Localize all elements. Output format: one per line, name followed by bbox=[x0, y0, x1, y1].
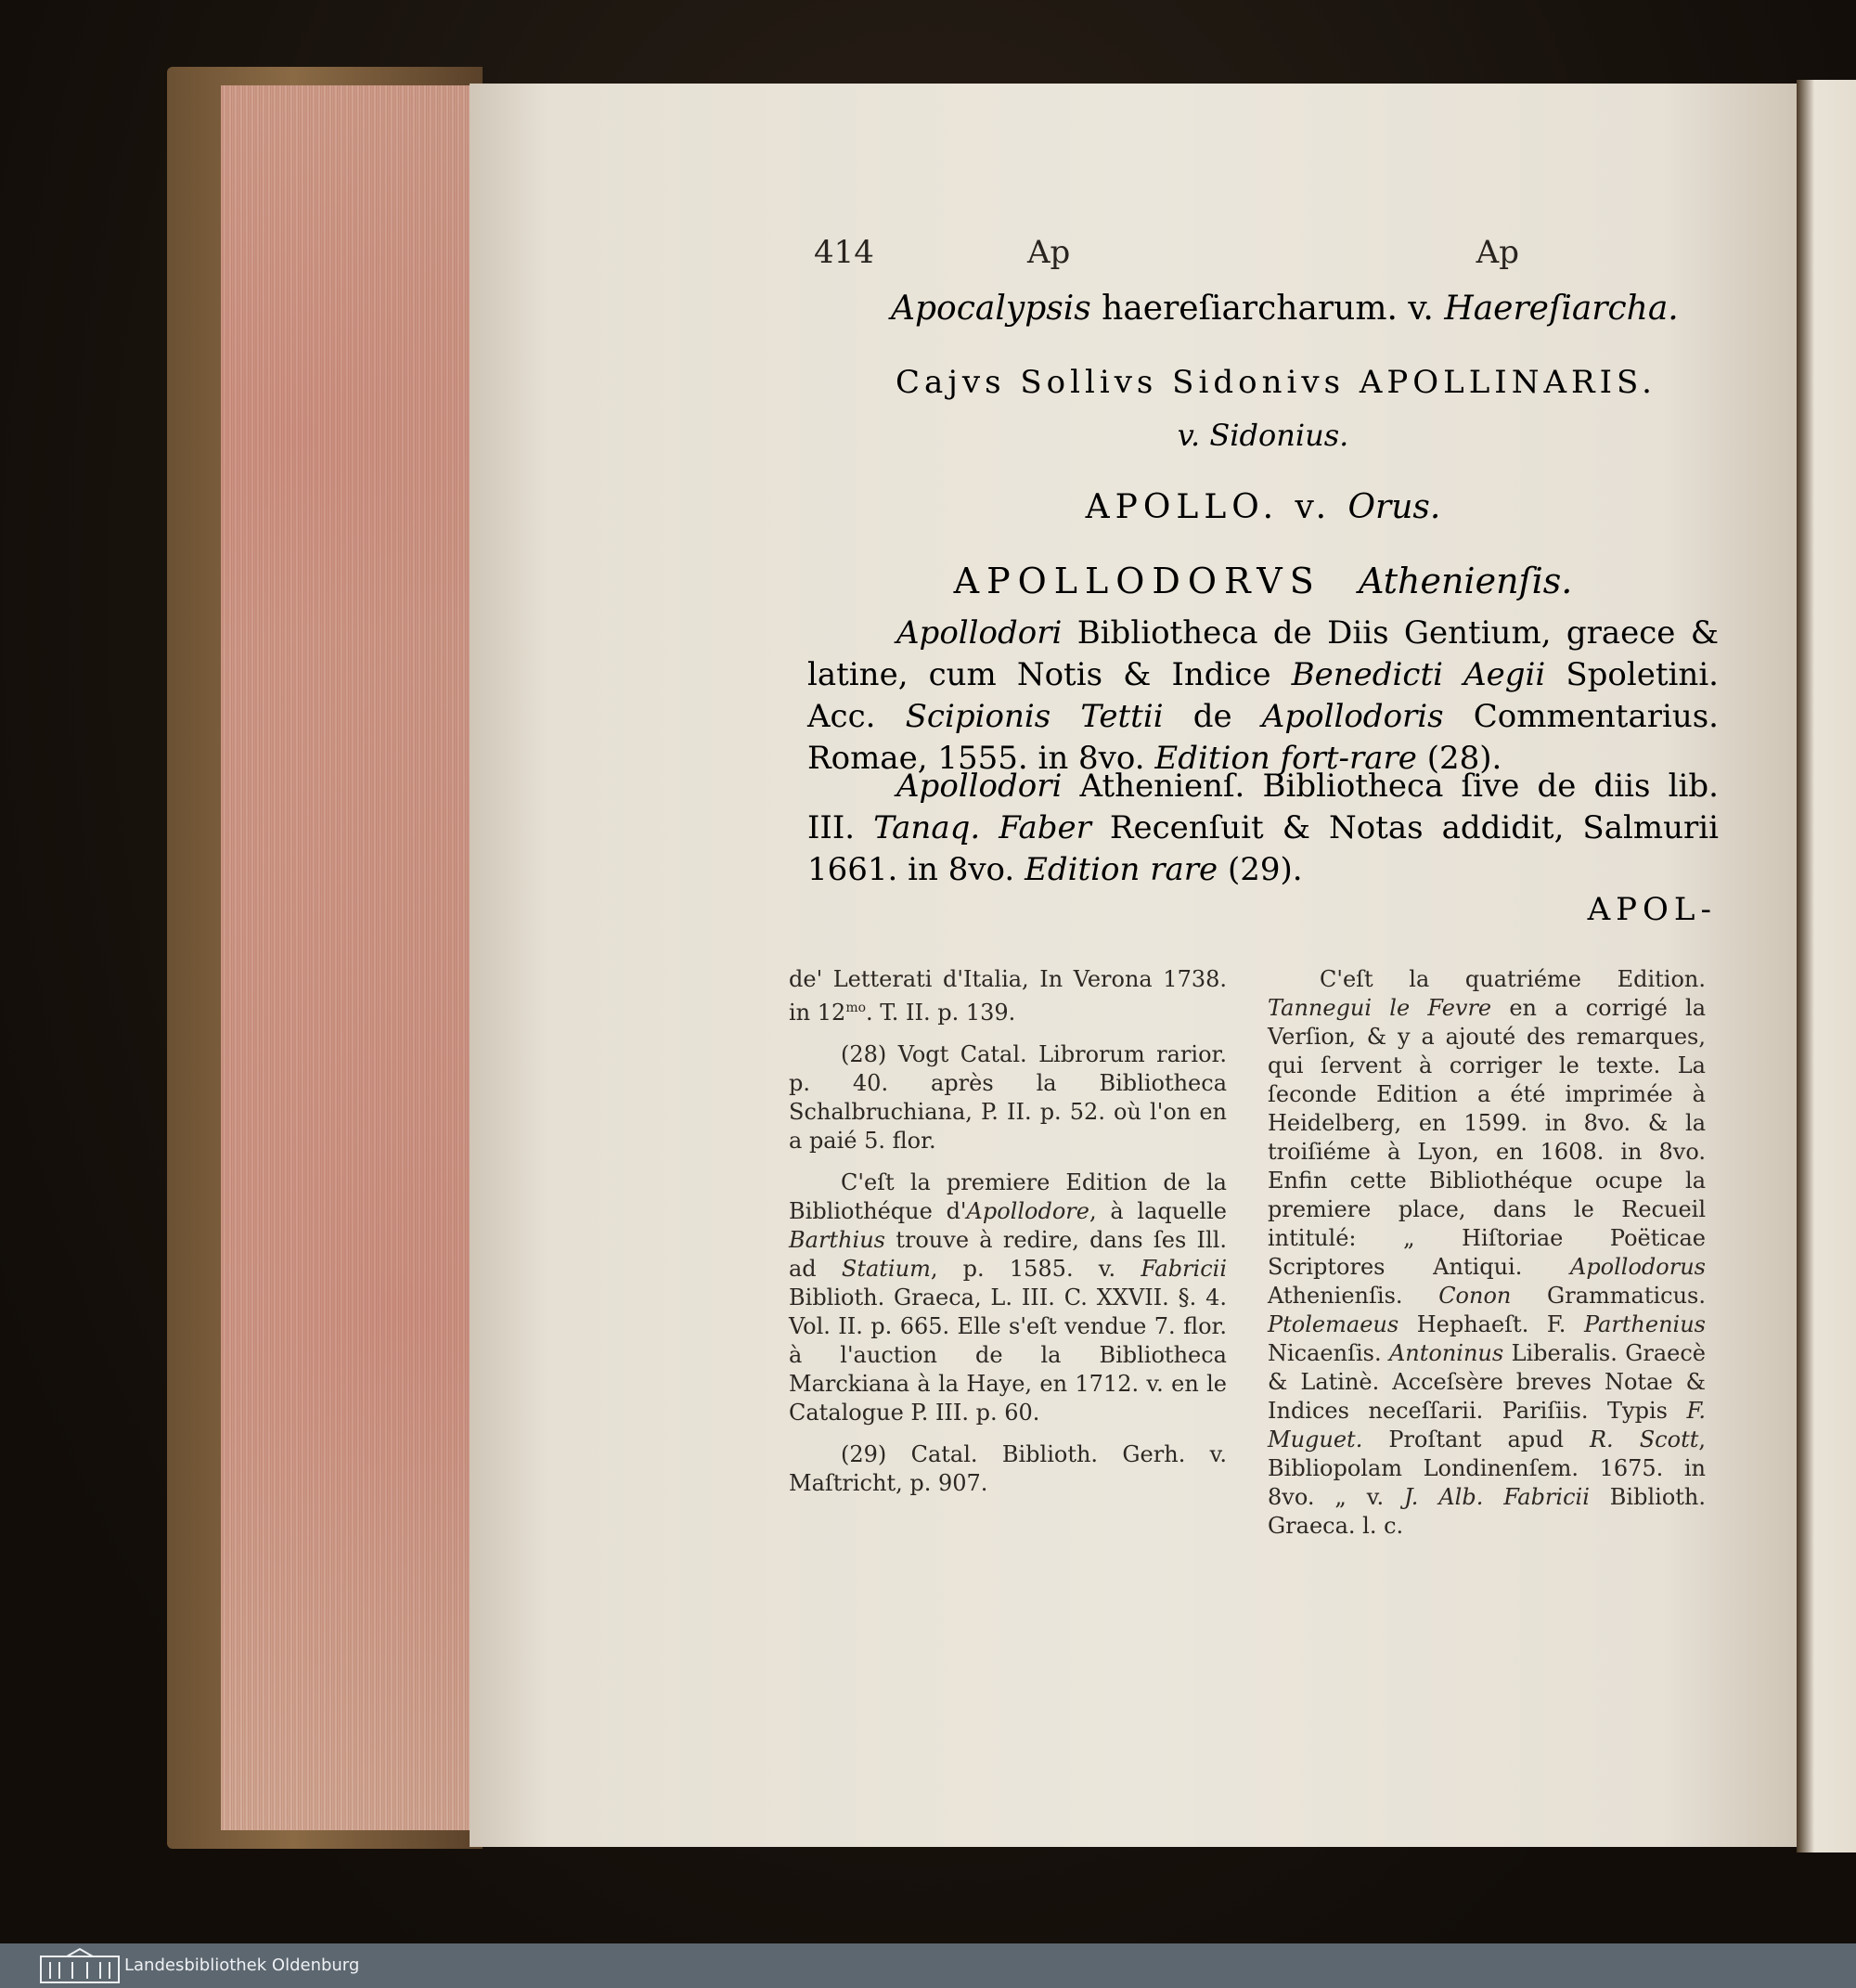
ref-sidonius: v. Sidonius. bbox=[1177, 418, 1349, 453]
entry-apocalypsis: Apocalypsis haereſiarcharum. v. Haereſiarcha. bbox=[891, 290, 1679, 328]
note-28-comment: C'eſt la premiere Edition de la Bibliothéque d'Apollodore, à laquelle Barthius trouve à redire, dans ſes Ill. ad Statium, p. 1585. v. Fabricii Biblioth. Graeca, L. III. C. XXVII. §. 4. Vol. II. p. 665. Elle s'eſt vendue 7. flor. à l'auction de la Bibliotheca Marckiana à la Haye, en 1712. v. en le Catalogue P. III. p. 60. bbox=[789, 1169, 1227, 1426]
entry-apollodori-1: Apollodori Bibliotheca de Diis Gentium, graece & latine, cum Notis & Indice Benedicti Aegii Spoletini. Acc. Scipionis Tettii de Apollodoris Commentarius. Romae, 1555. in 8vo. Edition fort-rare (28). bbox=[807, 614, 1719, 777]
running-head bbox=[814, 234, 1519, 280]
library-name: Landesbibliothek Oldenburg bbox=[124, 1956, 360, 1975]
footnotes-right bbox=[1268, 965, 1706, 1554]
note-28: (28) Vogt Catal. Librorum rarior. p. 40. après la Bibliotheca Schalbruchiana, P. II. p. 52. où l'on en a paié 5. flor. bbox=[789, 1041, 1227, 1154]
catchword: APOL- bbox=[1587, 891, 1717, 928]
note-29-comment: C'eſt la quatriéme Edition. Tannegui le Fevre en a corrigé la Verſion, & y a ajouté des remarques, qui ſervent à corriger le texte. La ſeconde Edition a été imprimée à Heidelberg, en 1599. in 8vo. & la troiſiéme à Lyon, en 1608. in 8vo. Enfin cette Bibliothéque ocupe la premiere place, dans le Recueil intitulé: „ Hiſtoriae Poëticae Scriptores Antiqui. Apollodorus Athenienſis. Conon Grammaticus. Ptolemaeus Hephaeſt. F. Parthenius Nicaenſis. Antoninus Liberalis. Graecè & Latinè. Acceſsère breves Notae & Indices neceſſarii. Pariſiis. Typis F. Muguet. Proſtant apud R. Scott, Bibliopolam Londinenſem. 1675. in 8vo. „ v. J. Alb. Fabricii Biblioth. Graeca. l. c. bbox=[1268, 966, 1706, 1539]
running-head-right: Ap bbox=[1476, 234, 1519, 271]
library-building-icon bbox=[39, 1947, 121, 1984]
page-edges bbox=[221, 85, 470, 1830]
entry-apollodori-2: Apollodori Athenienſ. Bibliotheca ſive de diis lib. III. Tanaq. Faber Recenſuit & Notas addidit, Salmurii 1661. in 8vo. Edition rare (29). bbox=[807, 768, 1719, 888]
facing-page-edge bbox=[1797, 80, 1856, 1852]
footer-bar bbox=[0, 1943, 1856, 1988]
running-head-left: Ap bbox=[1027, 234, 1071, 271]
note-continuation: de' Letterati d'Italia, In Verona 1738. in $12^{mo}$. T. II. p. 139. bbox=[789, 966, 1227, 1026]
footnotes-left bbox=[789, 965, 1227, 1511]
page-number: 414 bbox=[814, 234, 874, 271]
heading-apollodorus: APOLLODORVS Athenienſis. bbox=[953, 561, 1573, 601]
note-29: (29) Catal. Biblioth. Gerh. v. Maſtricht, p. 907. bbox=[789, 1441, 1227, 1496]
heading-apollo: APOLLO. v. Orus. bbox=[1085, 488, 1441, 526]
heading-apollinaris: Cajvs Sollivs Sidonivs APOLLINARIS. bbox=[896, 364, 1656, 401]
